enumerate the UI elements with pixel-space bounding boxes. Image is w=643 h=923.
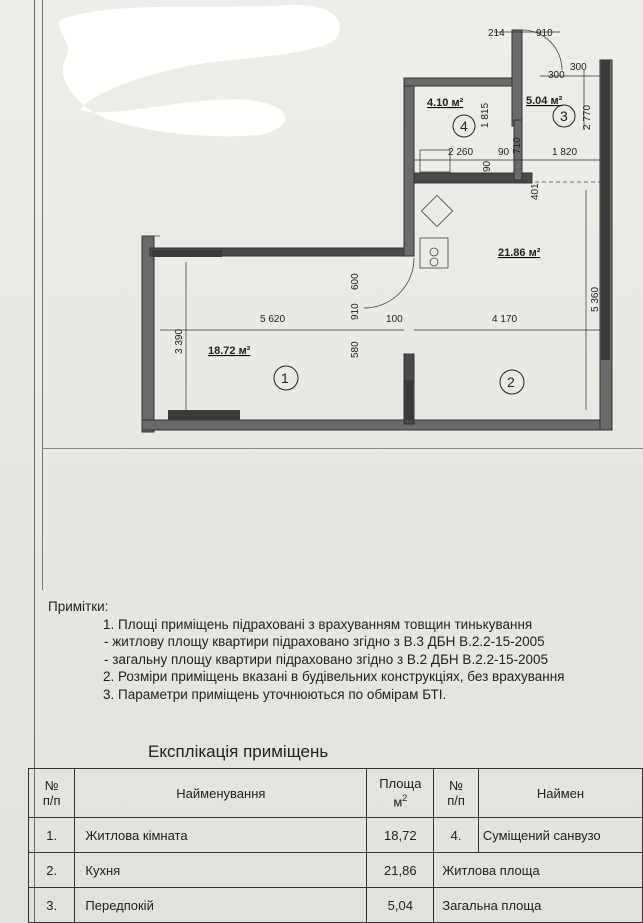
area-room1: 18.72 м²	[208, 345, 251, 357]
table-row	[29, 818, 643, 853]
dim-5620: 5 620	[260, 314, 286, 325]
table-header-row	[29, 769, 643, 818]
col-header-name: Найменування	[75, 769, 367, 818]
dim-2770: 2 770	[582, 104, 593, 130]
area-room4: 4.10 м²	[427, 97, 464, 109]
floor-plan	[0, 0, 643, 460]
table-title: Експлікація приміщень	[148, 742, 329, 761]
dim-600: 600	[350, 273, 361, 290]
cell-name: Кухня	[75, 853, 367, 888]
area-room2: 21.86 м²	[498, 247, 541, 259]
dim-3390: 3 390	[174, 328, 185, 354]
wall-corridor	[404, 78, 414, 256]
table-row	[29, 853, 643, 888]
dim-1815: 1 815	[480, 102, 491, 128]
window-room1-top	[152, 250, 222, 257]
window-right	[601, 60, 610, 360]
cell-name: Передпокій	[75, 888, 367, 923]
dim-910-door: 910	[536, 28, 553, 39]
dim-100: 100	[386, 314, 403, 325]
window-room1-bottom	[168, 410, 240, 420]
note-line-1: 1. Площі приміщень підраховані з врахуванням товщин тинькування	[103, 616, 533, 632]
dim-5360: 5 360	[590, 286, 601, 312]
cell-name2: Суміщений санвузо	[478, 818, 642, 853]
room-number-3: 3	[560, 108, 568, 124]
dim-401: 401	[530, 183, 541, 200]
room-number-2: 2	[507, 374, 515, 390]
col-header-num: № п/п	[29, 769, 75, 818]
cell-area: 21,86	[367, 853, 434, 888]
cell-summary: Житлова площа	[434, 853, 643, 888]
dim-910: 910	[350, 303, 361, 320]
note-line-4: 2. Розміри приміщень вказані в будівельних конструкціях, без врахування	[103, 669, 565, 684]
table-row	[29, 888, 643, 923]
cell-area: 5,04	[367, 888, 434, 923]
dim-4170: 4 170	[492, 314, 518, 325]
wall-bottom	[142, 420, 612, 430]
note-line-3: - загальну площу квартири підраховано згідно з В.2 ДБН В.2.2-15-2005	[104, 651, 548, 667]
dim-90a: 90	[498, 147, 510, 158]
wall-top-bath	[404, 78, 514, 86]
dim-300b: 300	[570, 62, 587, 73]
room-number-4: 4	[460, 118, 468, 134]
explication-table	[28, 768, 643, 923]
dim-300a: 300	[548, 70, 565, 81]
col-header-name2: Наймен	[478, 769, 642, 818]
room-number-1: 1	[281, 370, 289, 386]
dim-1820: 1 820	[552, 147, 578, 158]
cell-num: 3.	[29, 888, 75, 923]
col-header-num2: № п/п	[434, 769, 479, 818]
cell-num: 2.	[29, 853, 75, 888]
wall-entry	[512, 30, 522, 126]
wall-left	[142, 236, 154, 432]
dim-2260: 2 260	[448, 147, 474, 158]
note-line-5: 3. Параметри приміщень уточнюються по обмірам БТІ.	[103, 686, 447, 702]
dim-214: 214	[488, 28, 505, 39]
area-room3: 5.04 м²	[526, 95, 563, 107]
notes-block	[48, 598, 643, 703]
dim-710: 710	[512, 137, 523, 154]
window-bottom	[404, 380, 413, 420]
cell-num2: 4.	[434, 818, 479, 853]
dim-580: 580	[350, 341, 361, 358]
door-swing-room1	[364, 258, 414, 308]
cell-area: 18,72	[367, 818, 434, 853]
cell-num: 1.	[29, 818, 75, 853]
notes-header: Примітки:	[48, 599, 109, 614]
cell-summary: Загальна площа	[434, 888, 643, 923]
cell-name: Житлова кімната	[75, 818, 367, 853]
dim-90b: 90	[482, 160, 493, 172]
col-header-area: Площа $м^2$	[367, 769, 434, 818]
note-line-2: - житлову площу квартири підраховано згідно з В.3 ДБН В.2.2-15-2005	[104, 634, 545, 649]
